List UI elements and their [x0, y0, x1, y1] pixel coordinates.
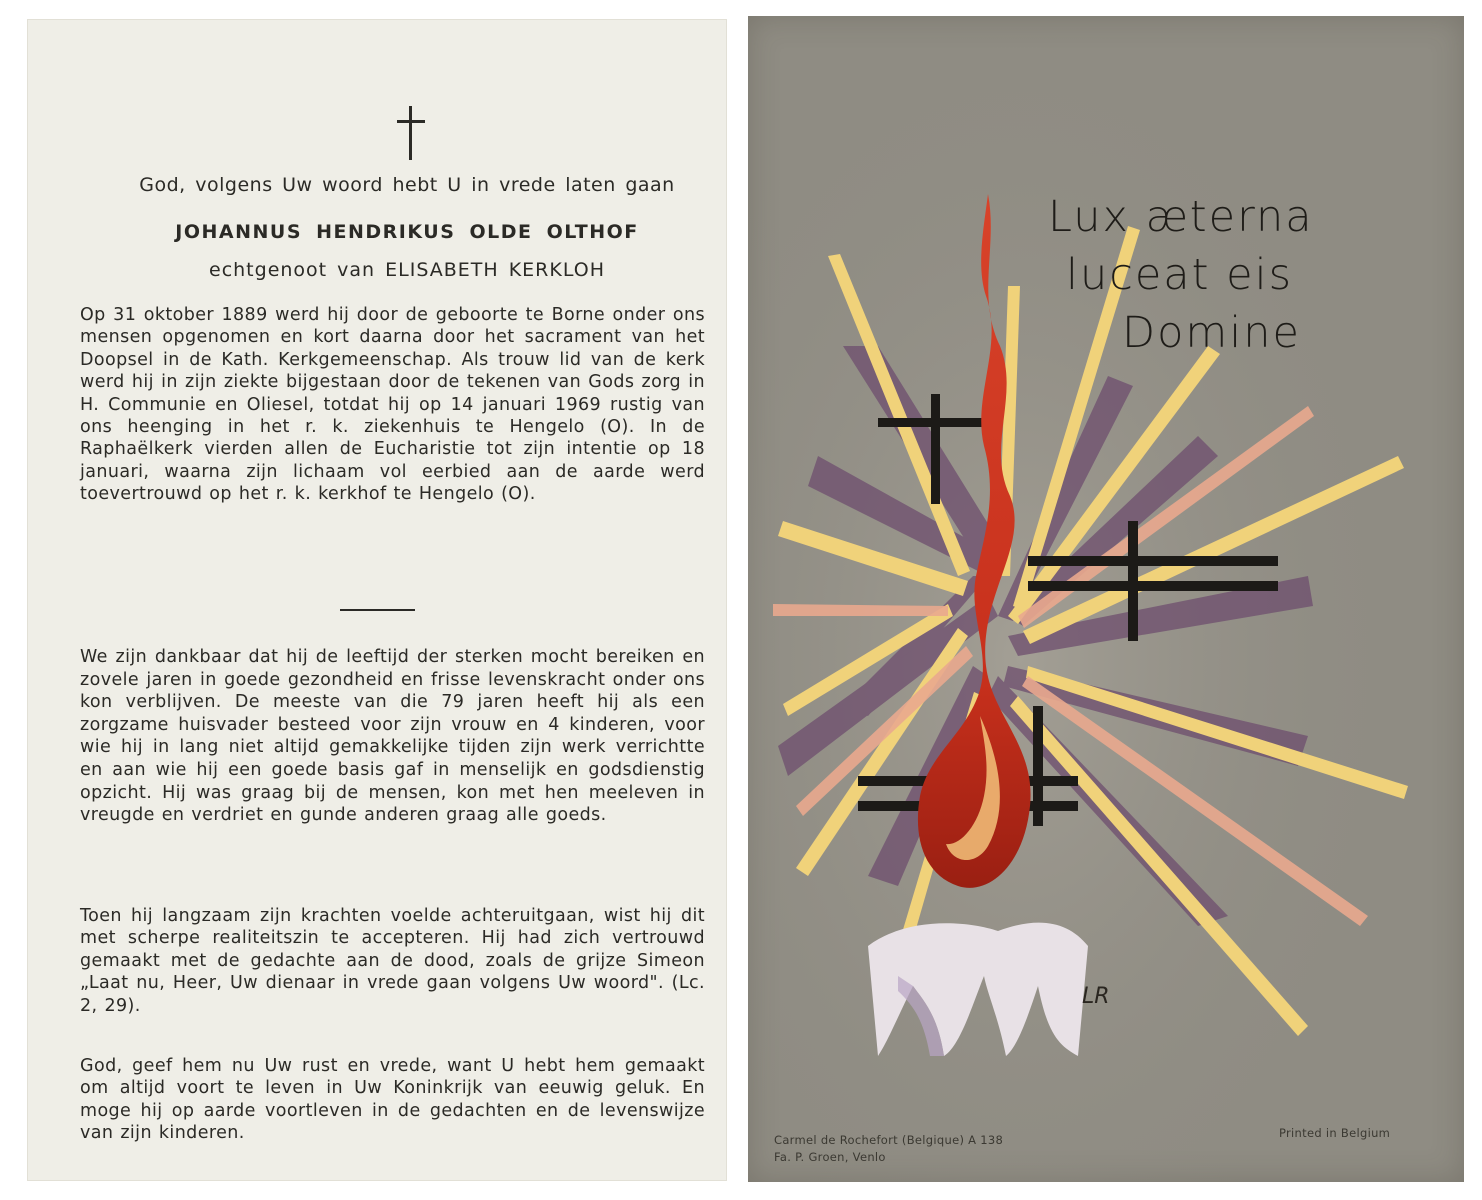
- spouse-prefix: echtgenoot van: [209, 259, 376, 281]
- artist-signature: LR: [1082, 984, 1110, 1009]
- publisher-imprint: [774, 1132, 1003, 1166]
- separator-line: [340, 609, 415, 611]
- acceptance-paragraph: Toen hij langzaam zijn krachten voelde achteruitgaan, wist hij dit met scherpe realiteitszin te accepteren. Hij had zich vertrouwd gemaakt met de gedachte aan de dood, zoals de grijze Simeon „Laat nu, Heer, Uw dienaar in vrede gaan volgens Uw woord". (Lc. 2, 29).: [80, 906, 705, 1016]
- spouse-name: ELISABETH KERKLOH: [385, 259, 605, 281]
- printed-in-label: Printed in Belgium: [1279, 1126, 1391, 1140]
- intro-line: God, volgens Uw woord hebt U in vrede laten gaan: [139, 174, 675, 196]
- biography-paragraph: Op 31 oktober 1889 werd hij door de geboorte te Borne onder ons mensen opgenomen en kort daarna door het sacrament van het Doopsel in de Kath. Kerkgemeenschap. Als trouw lid van de kerk werd hij in zijn ziekte bijgestaan door de tekenen van Gods zorg in H. Communie en Oliesel, totdat hij op 14 januari 1969 rustig van ons heenging in het r. k. ziekenhuis te Hengelo (O). In de Raphaëlkerk vierden allen de Eucharistie tot zijn intentie op 18 januari, waarna zijn lichaam vol eerbied aan de aarde werd toevertrouwd op het r. k. kerkhof te Hengelo (O).: [80, 305, 705, 505]
- deceased-name: JOHANNUS HENDRIKUS OLDE OLTHOF: [175, 221, 639, 243]
- motto-line-1: Lux æterna: [1048, 192, 1314, 242]
- memorial-card-text-side: [27, 19, 727, 1181]
- imprint-line-1: Carmel de Rochefort (Belgique) A 138: [774, 1133, 1004, 1147]
- motto-line-3: Domine: [1122, 308, 1301, 358]
- memorial-card-image-side: [748, 16, 1464, 1182]
- prayer-paragraph: God, geef hem nu Uw rust en vrede, want U hebt hem gemaakt om altijd voort te leven in Uw Koninkrijk van eeuwig geluk. En moge hij op aarde voortleven in de gedachten en de levenswijze van zijn kinderen.: [80, 1056, 705, 1144]
- motto-line-2: luceat eis: [1066, 250, 1293, 300]
- latin-motto: [1048, 188, 1378, 362]
- imprint-line-2: Fa. P. Groen, Venlo: [774, 1150, 886, 1164]
- cross-icon: [397, 106, 425, 160]
- spouse-line: [82, 259, 732, 281]
- gratitude-paragraph: We zijn dankbaar dat hij de leeftijd der sterken mocht bereiken en zovele jaren in goede gezondheid en frisse levenskracht onder ons kon verblijven. De meeste van die 79 jaren heeft hij als een zorgzame huisvader besteed voor zijn vrouw en 4 kinderen, voor wie hij in lang niet altijd gemakkelijke tijden zijn werk verrichtte en aan wie hij een goede basis gaf in menselijk en godsdienstig opzicht. Hij was graag bij de mensen, kon met hen meeleven in vreugde en verdriet en gunde anderen graag alle goeds.: [80, 647, 705, 826]
